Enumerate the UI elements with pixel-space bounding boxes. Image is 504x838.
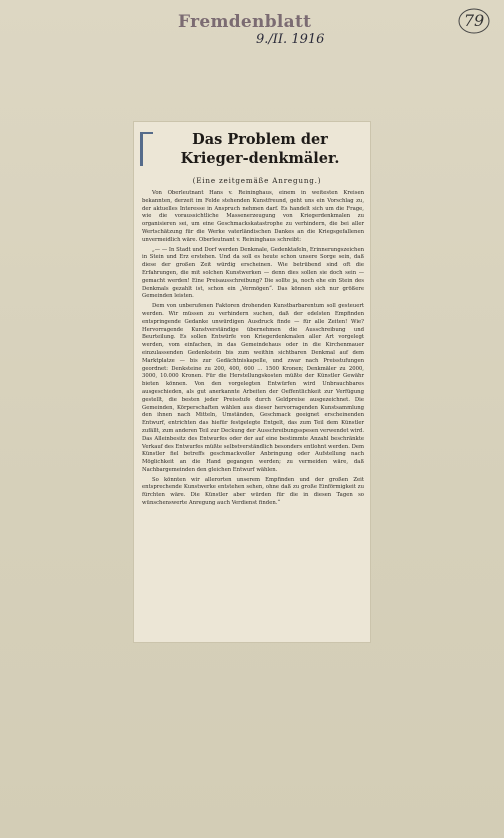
article-paragraph: Dem von unberufenen Faktoren drohenden Kunstbarbarentum soll gesteuert werden. Wir müssen zu verhindern suchen, daß der edelsten Empfinden entspringende Gedanke unwürdigen Ausdruck finde — für alle Zeiten! Wie? Hervorragende Kunstverständige übernehmen die Ausschreibung und Beurteilung. Es sollen Entwürfe von Kriegerdenkmalen aller Art vorgelegt werden, vom einfachen, in das Gemeindehaus oder in die Kirchenmauer einzulassenden Gedenkstein bis zum weithin sichtbaren Denkmal auf dem Marktplatze — bis zur Gedächtniskapelle, und zwar nach Preisstufungen geordnet: Denksteine zu 200, 400, 600 ... 1500 Kronen; Denkmäler zu 2000, 3000, 10.000 Kronen. Für die Herstellungskosten müßte der Künstler Gewähr bieten können. Von den vorgelegten Entwürfen wird Unbrauchbares ausgeschieden, als gut anerkannte Arbeiten der Oeffentlichkeit zur Verfügung gestellt, die besten jeder Preisstufe durch Geldpreise ausgezeichnet. Die Gemeinden, Körperschaften wählen aus dieser hervorragenden Kunstsammlung den ihnen nach Mitteln, Umständen, Geschmack geeignet erscheinenden Entwurf, entrichten das hiefür festgelegte Entgelt, das zum Teil dem Künstler zufällt, zum anderen Teil zur Deckung der Ausschreibungsspesen verwendet wird. Das Alleinbesitz des Entwurfes oder der auf eine bestimmte Anzahl beschränkte Verkauf des Entwurfes müßte selbstverständlich besonders entlohnt werden. Dem Künstler fiel betreffs geschmackvoller Anbringung oder Aufstellung nach Möglichkeit an die Hand gegangen werden; zu vermeiden wäre, daß Nachbargemeinden den gleichen Entwurf wählen. bbox=[142, 303, 364, 473]
article-title: Das Problem der Krieger-denkmäler. bbox=[180, 131, 340, 167]
article-paragraph: „— — In Stadt und Dorf werden Denkmale, Gedenktafeln, Erinnerungszeichen in Stein und Erz erstehen. Und da soll es heute schon unsere Sorge sein, daß diese der großen Zeit würdig erscheinen. Wie betrübend sind oft die Erfahrungen, die mit solchen Kunstwerken — denn dies sollen sie doch sein — gemacht werden! Eine Preisausschreibung? Die sollte ja, noch ehe ein Stein des Denkmals gezahlt ist, schon ein „Vermögen“. Das können sich nur größere Gemeinden leisten. bbox=[142, 246, 364, 300]
article-paragraph: Von Oberleutnant Hans v. Reininghaus, einem in weitesten Kreisen bekannten, derzeit im Felde stehenden Kunstfreund, geht uns ein Vorschlag zu, der aktuelles Interesse in Anspruch nehmen darf. Es handelt sich um die Frage, wie die voraussichtliche Massenerzeugung von Kriegerdenkmalen zu organisieren sei, um eine Geschmackskatastrophe zu verhindern, die bei aller Wertschätzung für die Werke vaterländischen Dankes an die Kriegsgefallenen unvermeidlich wäre. Oberleutnant v. Reininghaus schreibt: bbox=[142, 190, 364, 243]
title-bracket-mark bbox=[140, 132, 153, 166]
article-body bbox=[142, 190, 364, 510]
article-paragraph: So könnten wir allerorten unserem Empfinden und der großen Zeit entsprechende Kunstwerke entstehen sehen, ohne daß zu große Einförmigkeit zu fürchten wäre. Die Künstler aber würden für die in diesen Tagen so wünschenswerte Anregung auch Verdienst finden.“ bbox=[142, 476, 364, 507]
handwritten-date: 9./II. 1916 bbox=[256, 32, 325, 47]
newspaper-name-stamp: Fremdenblatt bbox=[178, 12, 312, 32]
article-subtitle: (Eine zeitgemäße Anregung.) bbox=[192, 176, 322, 185]
page-number-circle-icon bbox=[456, 6, 492, 36]
page-number-text: 79 bbox=[463, 11, 485, 30]
page-number-annotation bbox=[456, 6, 492, 36]
